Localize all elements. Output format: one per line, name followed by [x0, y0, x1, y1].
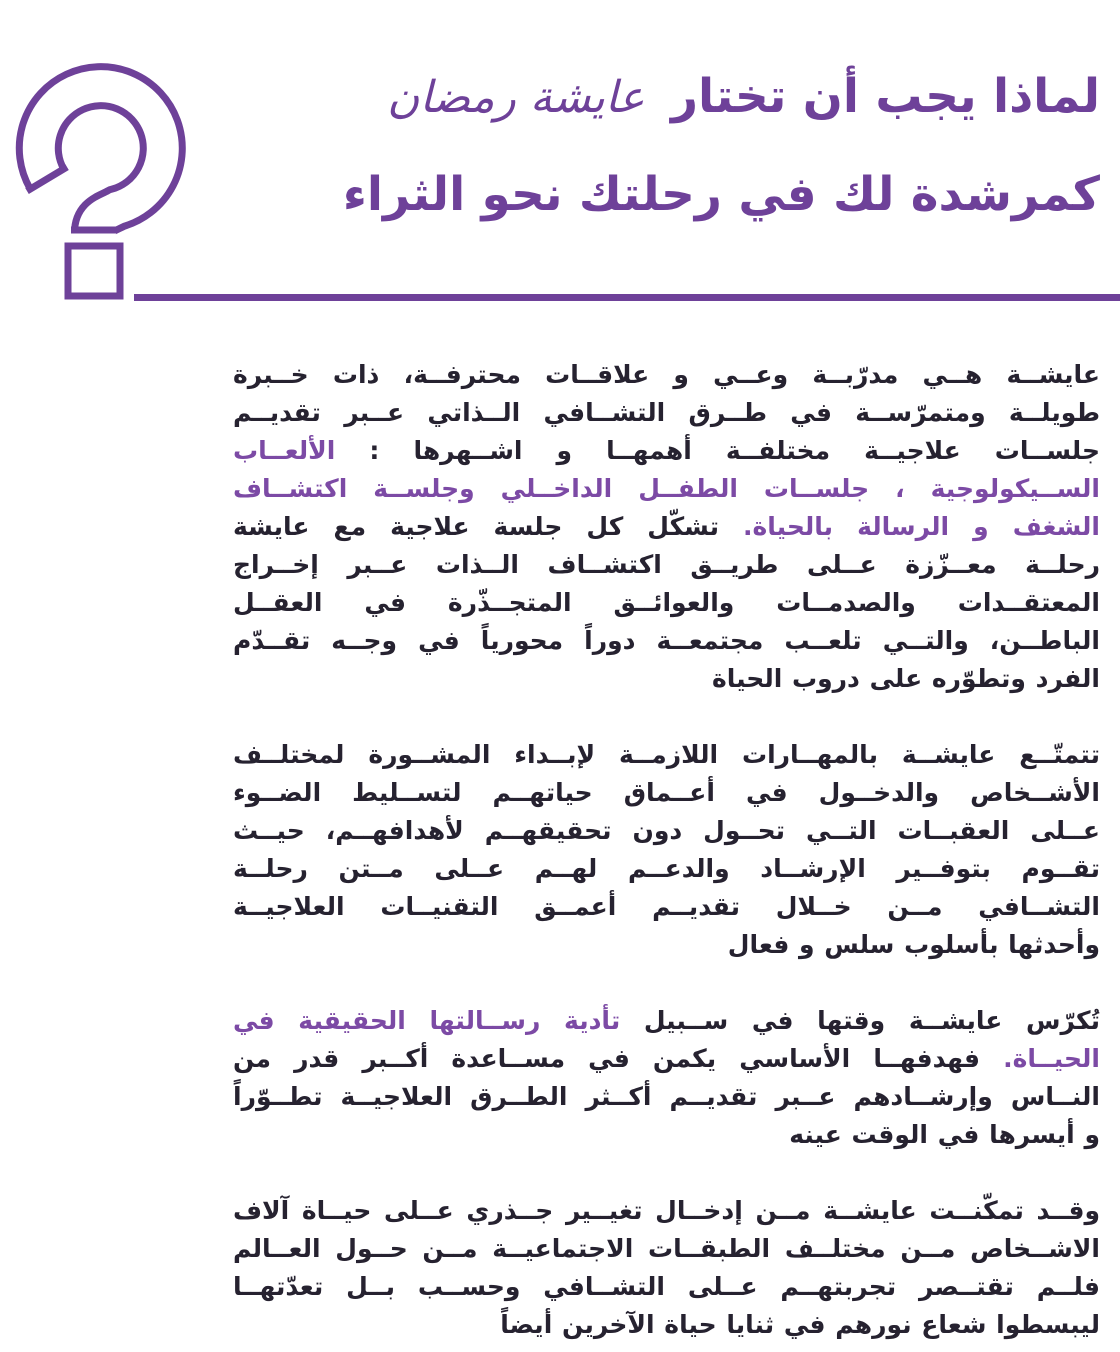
text-line	[233, 394, 1100, 432]
text-line	[233, 1306, 1100, 1344]
text-line	[233, 508, 1100, 546]
header-divider-rule	[134, 294, 1120, 301]
text-segment: جلســات علاجيــة مختلفــة أهمهــا و اشــهرها :	[335, 436, 1100, 465]
text-segment: تشكّل كل جلسة علاجية مع عايشة	[233, 512, 744, 541]
paragraph	[233, 356, 1100, 698]
paragraph	[233, 1192, 1100, 1344]
text-line	[233, 1040, 1100, 1078]
text-line	[233, 812, 1100, 850]
text-segment: تُكرّس عايشــة وقتها في ســبيل	[620, 1006, 1100, 1035]
text-segment: الأشــخاص والدخــول في أعــماق حياتهــم لتســليط الضــوء	[233, 778, 1100, 807]
page-header	[225, 66, 1100, 225]
text-line	[233, 546, 1100, 584]
text-segment: و أيسرها في الوقت عينه	[789, 1120, 1100, 1149]
text-line	[233, 584, 1100, 622]
text-line	[233, 622, 1100, 660]
page-title-line2: كمرشدة لك في رحلتك نحو الثراء	[342, 167, 1100, 222]
highlighted-text-segment: الســيكولوجية ، جلســات الطفــل الداخــلي وجلســة اكتشــاف	[233, 474, 1100, 503]
text-line	[233, 736, 1100, 774]
text-segment: الاشــخاص مــن مختلــف الطبقــات الاجتماعيــة مــن حــول العــالم	[233, 1234, 1100, 1263]
text-segment: عايشــة هــي مدرّبــة وعــي و علاقــات محترفــة، ذات خــبرة	[233, 360, 1100, 389]
highlighted-text-segment: الشغف و الرسالة بالحياة.	[743, 512, 1100, 541]
text-line	[233, 926, 1100, 964]
text-line	[233, 1230, 1100, 1268]
text-segment: الباطــن، والتــي تلعــب مجتمعــة دوراً محورياً في وجــه تقــدّم	[233, 626, 1100, 655]
text-segment: فلــم تقتــصر تجربتهــم عــلى التشــافي وحســب بــل تعدّتهــا	[233, 1272, 1100, 1301]
text-segment: الفرد وتطوّره على دروب الحياة	[711, 664, 1100, 693]
text-segment: ليبسطوا شعاع نورهم في ثنايا حياة الآخرين أيضاً	[500, 1310, 1100, 1339]
paragraph	[233, 1002, 1100, 1154]
page-title-line1	[225, 66, 1100, 129]
text-segment: تتمتّــع عايشــة بالمهــارات اللازمــة لإبــداء المشــورة لمختلــف	[233, 740, 1100, 769]
highlighted-text-segment: الألعــاب	[233, 436, 336, 465]
text-line	[233, 1002, 1100, 1040]
paragraph	[233, 736, 1100, 964]
text-line	[233, 470, 1100, 508]
text-line	[233, 1078, 1100, 1116]
highlighted-text-segment: الحيــاة.	[1003, 1044, 1100, 1073]
text-segment: طويلــة ومتمرّســة في طــرق التشــافي الــذاتي عــبر تقديــم	[233, 398, 1100, 427]
text-segment: المعتقــدات والصدمــات والعوائــق المتجــذّرة في العقــل	[233, 588, 1100, 617]
text-segment: رحلــة معــزّزة عــلى طريــق اكتشــاف الــذات عــبر إخــراج	[233, 550, 1100, 579]
title-prefix: لماذا يجب أن تختار	[670, 69, 1100, 124]
question-mark-icon	[0, 0, 200, 310]
body-text	[233, 356, 1100, 1344]
signature-script-name: عايشة رمضان	[387, 72, 645, 123]
highlighted-text-segment: تأدية رســالتها الحقيقية في	[233, 1006, 621, 1035]
text-line	[233, 774, 1100, 812]
text-line	[233, 660, 1100, 698]
text-segment: النــاس وإرشــادهم عــبر تقديــم أكــثر الطــرق العلاجيــة تطــوّراً	[233, 1082, 1100, 1111]
text-segment: وقــد تمكّنــت عايشــة مــن إدخــال تغيــير جــذري عــلى حيــاة آلاف	[233, 1196, 1100, 1225]
text-segment: وأحدثها بأسلوب سلس و فعال	[727, 930, 1100, 959]
text-line	[233, 432, 1100, 470]
text-line	[233, 1192, 1100, 1230]
text-segment: عــلى العقبــات التــي تحــول دون تحقيقهــم لأهدافهــم، حيــث	[233, 816, 1100, 845]
text-line	[233, 1268, 1100, 1306]
text-line	[233, 356, 1100, 394]
text-segment: فهدفهــا الأساسي يكمن في مســاعدة أكــبر قدر من	[233, 1044, 1004, 1073]
text-line	[233, 1116, 1100, 1154]
text-line	[233, 888, 1100, 926]
text-line	[233, 850, 1100, 888]
text-segment: التشــافي مــن خــلال تقديــم أعمــق التقنيــات العلاجيــة	[233, 892, 1100, 921]
text-segment: تقــوم بتوفــير الإرشــاد والدعــم لهــم عــلى مــتن رحلــة	[233, 854, 1100, 883]
